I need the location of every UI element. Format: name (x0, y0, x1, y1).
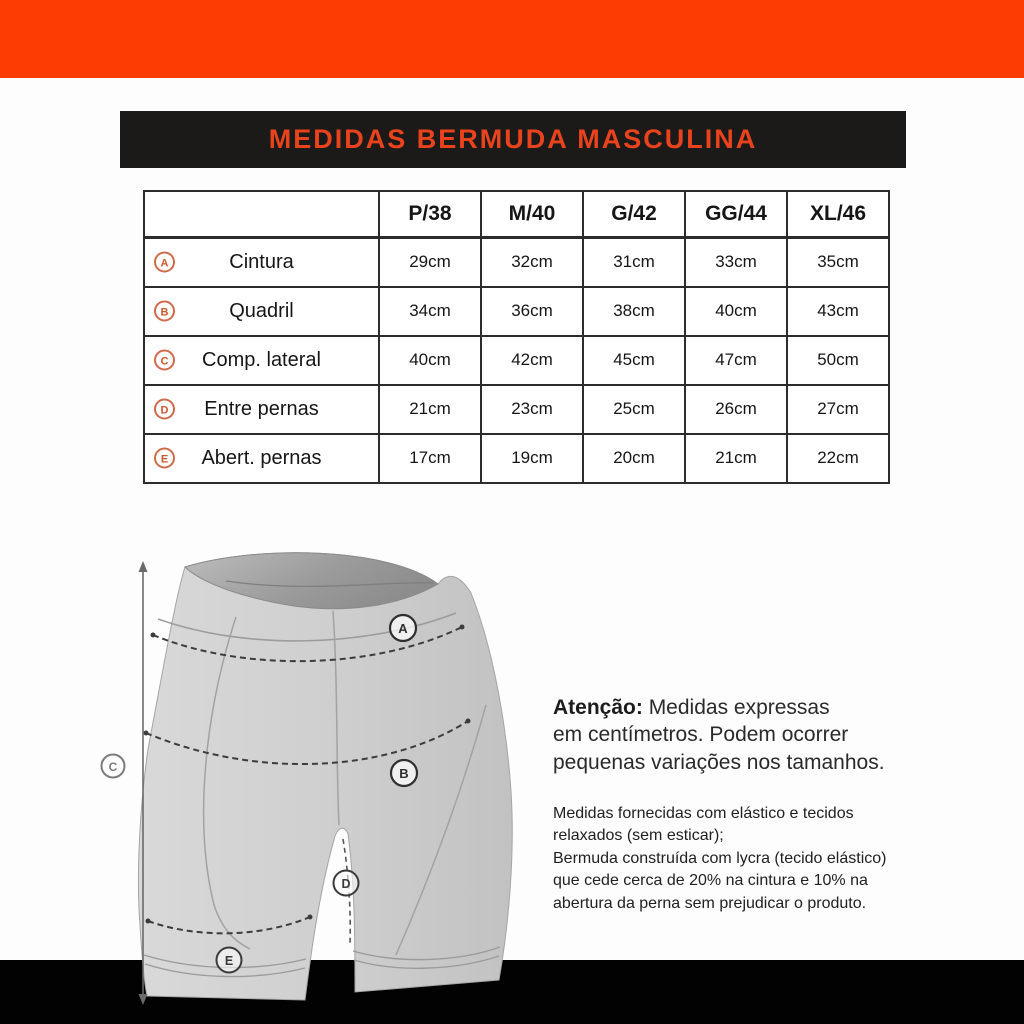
table-row-entre-pernas (144, 385, 889, 434)
fabric-note-line-5: abertura da perna sem prejudicar o produto. (553, 894, 867, 912)
cell-value: 22cm (787, 434, 889, 483)
measure-dot (144, 731, 149, 736)
fabric-note-line-1: Medidas fornecidas com elástico e tecidos (553, 805, 854, 822)
row-label: Cintura (229, 250, 294, 273)
title-bar (120, 111, 906, 168)
row-label-cell (144, 385, 379, 434)
svg-text:B: B (399, 766, 409, 781)
corner-cell (144, 191, 379, 238)
cell-value: 34cm (379, 287, 481, 336)
row-label-cell (144, 287, 379, 336)
svg-text:D: D (341, 877, 351, 891)
cell-value: 29cm (379, 238, 481, 287)
row-label-cell (144, 336, 379, 385)
cell-value: 47cm (685, 336, 787, 385)
cell-value: 42cm (481, 336, 583, 385)
col-header-m40: M/40 (481, 191, 583, 238)
row-label-cell (144, 434, 379, 483)
fabric-notes (553, 803, 945, 915)
cell-value: 43cm (787, 287, 889, 336)
measure-dot (466, 719, 471, 724)
measure-dot (151, 633, 156, 638)
shorts-body (138, 553, 512, 1000)
attention-line-1: Medidas expressas (642, 696, 830, 719)
svg-text:E: E (224, 954, 234, 968)
row-label: Comp. lateral (202, 348, 321, 371)
diagram-label-a (390, 615, 416, 641)
cell-value: 35cm (787, 238, 889, 287)
cell-value: 21cm (685, 434, 787, 483)
arrow-up-icon (139, 561, 148, 572)
letter-badge-e: E (154, 448, 175, 469)
attention-label: Atenção: (553, 696, 643, 719)
cell-value: 45cm (583, 336, 685, 385)
row-label: Abert. pernas (201, 446, 322, 469)
arrow-down-icon (139, 994, 148, 1005)
cell-value: 17cm (379, 434, 481, 483)
row-label: Quadril (229, 299, 294, 322)
fabric-note-line-2: relaxados (sem esticar); (553, 827, 724, 845)
letter-badge-c: C (154, 350, 175, 371)
measure-dot (308, 915, 313, 920)
attention-line-2: em centímetros. Podem ocorrer (553, 723, 849, 747)
shorts-measure-diagram (86, 523, 532, 1024)
diagram-label-e (217, 948, 242, 973)
col-header-g42: G/42 (583, 191, 685, 238)
letter-badge-d: D (154, 399, 175, 420)
cell-value: 33cm (685, 238, 787, 287)
svg-text:C: C (108, 760, 118, 774)
cell-value: 23cm (481, 385, 583, 434)
attention-note (553, 694, 939, 776)
row-label: Entre pernas (204, 397, 319, 420)
fabric-note-line-4: que cede cerca de 20% na cintura e 10% na (553, 872, 868, 890)
cell-value: 25cm (583, 385, 685, 434)
cell-value: 36cm (481, 287, 583, 336)
table-row-quadril (144, 287, 889, 336)
cell-value: 32cm (481, 238, 583, 287)
row-label-cell (144, 238, 379, 287)
col-header-p38: P/38 (379, 191, 481, 238)
cell-value: 38cm (583, 287, 685, 336)
table-header-row (144, 191, 889, 238)
cell-value: 27cm (787, 385, 889, 434)
diagram-label-b (391, 760, 417, 786)
cell-value: 20cm (583, 434, 685, 483)
letter-badge-b: B (154, 301, 175, 322)
col-header-gg44: GG/44 (685, 191, 787, 238)
diagram-label-d (334, 871, 359, 896)
attention-line-3: pequenas variações nos tamanhos. (553, 750, 885, 774)
diagram-label-c (102, 755, 125, 778)
cell-value: 26cm (685, 385, 787, 434)
page-title: MEDIDAS BERMUDA MASCULINA (268, 124, 758, 154)
measure-dot (146, 919, 151, 924)
cell-value: 40cm (379, 336, 481, 385)
col-header-xl46: XL/46 (787, 191, 889, 238)
measure-dot (460, 625, 465, 630)
table-row-cintura (144, 238, 889, 287)
letter-badge-a: A (154, 252, 175, 273)
table-row-comp-lateral (144, 336, 889, 385)
fabric-note-line-3: Bermuda construída com lycra (tecido elástico) (553, 849, 887, 867)
cell-value: 50cm (787, 336, 889, 385)
cell-value: 19cm (481, 434, 583, 483)
svg-text:A: A (398, 621, 408, 636)
cell-value: 21cm (379, 385, 481, 434)
shorts-illustration (86, 523, 532, 1024)
size-table (143, 190, 890, 484)
top-orange-bar (0, 0, 1024, 78)
table-row-abert-pernas (144, 434, 889, 483)
cell-value: 40cm (685, 287, 787, 336)
cell-value: 31cm (583, 238, 685, 287)
